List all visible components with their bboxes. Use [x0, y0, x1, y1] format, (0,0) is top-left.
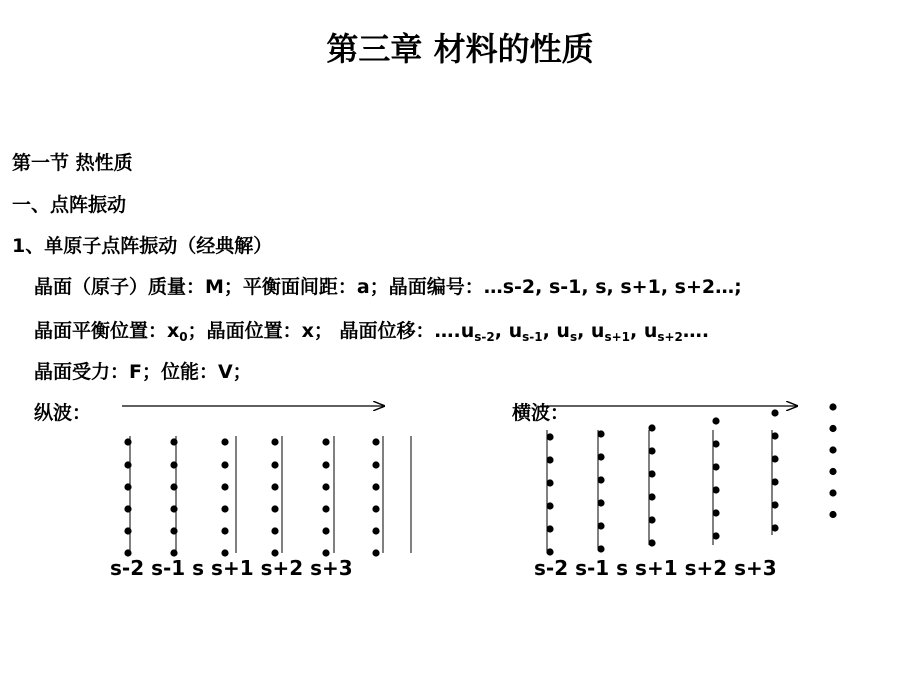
atom-dot: [597, 522, 604, 529]
transverse-wave-label: 横波：: [512, 402, 570, 424]
longitudinal-plane-labels: s-2 s-1 s s+1 s+2 s+3: [110, 556, 353, 580]
atom-dot: [372, 483, 379, 490]
atom-dot: [648, 493, 655, 500]
atom-dot: [829, 468, 836, 475]
atom-dot: [322, 461, 329, 468]
atom-dot: [546, 456, 553, 463]
atom-dot: [771, 455, 778, 462]
atom-dot: [597, 499, 604, 506]
atom-dot: [124, 483, 131, 490]
atom-dot: [648, 447, 655, 454]
atom-dot: [372, 527, 379, 534]
definitions-line-1: 晶面（原子）质量：M；平衡面间距：a；晶面编号：…s-2, s-1, s, s+1, s+2…;: [34, 276, 742, 298]
page-title: 第三章 材料的性质: [326, 30, 594, 68]
atom-dot: [648, 424, 655, 431]
atom-dot: [771, 501, 778, 508]
atom-dot: [322, 527, 329, 534]
atom-dot: [322, 483, 329, 490]
atom-dot: [771, 524, 778, 531]
atom-dot: [221, 438, 228, 445]
atom-dot: [648, 470, 655, 477]
atom-dot: [372, 505, 379, 512]
atom-dot: [648, 539, 655, 546]
atom-dot: [221, 505, 228, 512]
atom-dot: [597, 453, 604, 460]
definitions-line-2: 晶面平衡位置：$x_0$；晶面位置：x； 晶面位移：$\dots.u_{s-2}$, $u_{s-1}$, $u_s$, $u_{s+1}$, $u_{s+2}\dots$.: [34, 320, 710, 344]
atom-dot: [124, 527, 131, 534]
transverse-atoms: [546, 403, 836, 555]
atom-dot: [271, 438, 278, 445]
atom-dot: [322, 438, 329, 445]
atom-dot: [546, 548, 553, 555]
transverse-plane-lines: [547, 430, 772, 553]
atom-dot: [372, 438, 379, 445]
section-heading: 第一节 热性质: [12, 152, 133, 174]
subsection-heading: 一、点阵振动: [12, 194, 127, 216]
atom-dot: [271, 505, 278, 512]
atom-dot: [597, 476, 604, 483]
atom-dot: [271, 483, 278, 490]
atom-dot: [372, 461, 379, 468]
atom-dot: [124, 505, 131, 512]
atom-dot: [221, 527, 228, 534]
atom-dot: [271, 461, 278, 468]
atom-dot: [771, 432, 778, 439]
atom-dot: [829, 446, 836, 453]
atom-dot: [829, 511, 836, 518]
atom-dot: [712, 509, 719, 516]
atom-dot: [546, 433, 553, 440]
atom-dot: [712, 486, 719, 493]
atom-dot: [712, 463, 719, 470]
atom-dot: [546, 525, 553, 532]
atom-dot: [546, 479, 553, 486]
atom-dot: [771, 478, 778, 485]
atom-dot: [221, 483, 228, 490]
transverse-plane-labels: s-2 s-1 s s+1 s+2 s+3: [534, 556, 777, 580]
definitions-line-3: 晶面受力：F；位能：V；: [34, 361, 252, 383]
longitudinal-wave-label: 纵波：: [34, 402, 92, 424]
atom-dot: [124, 438, 131, 445]
atom-dot: [829, 425, 836, 432]
atom-dot: [170, 527, 177, 534]
atom-dot: [322, 505, 329, 512]
atom-dot: [221, 461, 228, 468]
atom-dot: [170, 505, 177, 512]
atom-dot: [597, 430, 604, 437]
atom-dot: [170, 483, 177, 490]
longitudinal-plane-lines: [130, 436, 411, 553]
atom-dot: [648, 516, 655, 523]
subsubsection-heading: 1、单原子点阵振动（经典解）: [12, 235, 273, 257]
atom-dot: [546, 502, 553, 509]
atom-dot: [372, 549, 379, 556]
atom-dot: [597, 545, 604, 552]
atom-dot: [712, 532, 719, 539]
atom-dot: [271, 527, 278, 534]
atom-dot: [124, 461, 131, 468]
atom-dot: [712, 417, 719, 424]
atom-dot: [170, 461, 177, 468]
atom-dot: [829, 403, 836, 410]
atom-dot: [771, 409, 778, 416]
atom-dot: [829, 489, 836, 496]
atom-dot: [712, 440, 719, 447]
longitudinal-atoms: [124, 438, 379, 556]
atom-dot: [170, 438, 177, 445]
